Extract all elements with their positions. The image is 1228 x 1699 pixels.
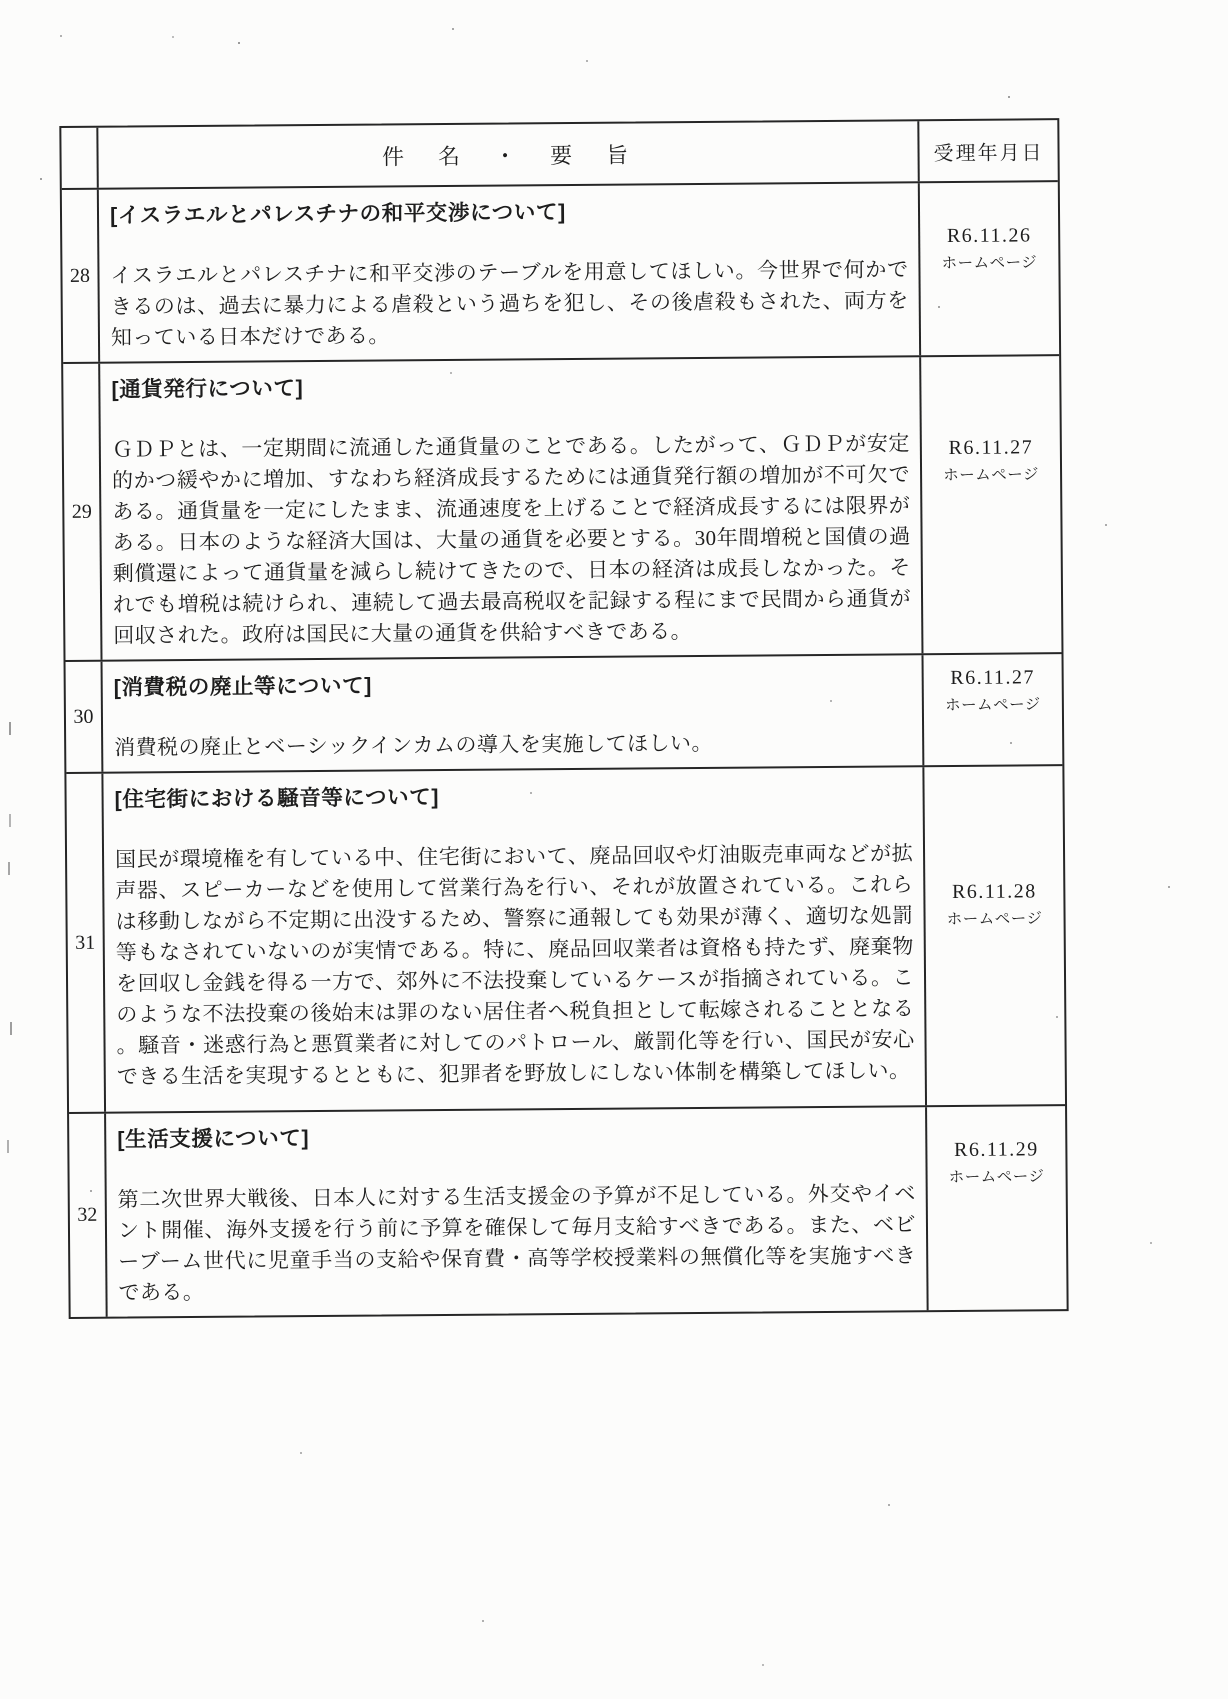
row-method: ホームページ <box>944 696 1041 715</box>
header-date-label: 受理年月日 <box>933 141 1044 165</box>
row-date: R6.11.27 <box>950 666 1036 690</box>
scan-edge-artifacts <box>9 722 11 735</box>
row-date: R6.11.29 <box>953 1138 1039 1162</box>
row-title: [通貨発行について] <box>111 376 304 402</box>
table-row <box>63 354 1061 660</box>
row-body: イスラエルとパレスチナに和平交渉のテーブルを用意してほしい。今世界で何かできるのは、過去に暴力による虐殺という過ちを犯し、その後虐殺もされた、両方を知っている日本だけである。 <box>110 257 909 350</box>
petition-table <box>59 118 1068 1319</box>
table-row <box>69 1104 1067 1317</box>
row-method: ホームページ <box>943 466 1039 485</box>
row-date-cell <box>918 182 1059 355</box>
row-body: 第二次世界大戦後、日本人に対する生活支援金の予算が不足している。外交やイベント開催、海外支援を行う前に予算を確保して毎月支給すべきである。また、ベビーブーム世代に児童手当の支給や保育費・高等学校授業料の無償化等を実施すべきである。 <box>117 1181 917 1305</box>
row-date-cell <box>925 1106 1067 1310</box>
header-subject-label: 件 名 ・ 要 旨 <box>381 142 635 169</box>
row-number: 32 <box>69 1114 108 1317</box>
row-number: 31 <box>66 774 106 1112</box>
row-date: R6.11.26 <box>946 224 1032 248</box>
row-title: [イスラエルとパレスチナの和平交渉について] <box>109 200 566 228</box>
row-title: [生活支援について] <box>117 1126 310 1152</box>
row-subject-cell <box>103 767 925 1111</box>
table-header-row <box>61 120 1057 188</box>
header-number-cell <box>61 128 98 188</box>
row-title: [住宅街における騒音等について] <box>114 785 440 812</box>
table-row <box>66 764 1065 1112</box>
row-date: R6.11.28 <box>951 880 1037 904</box>
table-row <box>62 180 1059 362</box>
row-subject-cell <box>106 1107 927 1316</box>
row-subject-cell <box>100 357 921 659</box>
row-date-cell <box>921 654 1062 765</box>
scan-noise-speckles <box>0 0 2 2</box>
row-method: ホームページ <box>946 910 1043 929</box>
row-date-cell <box>919 356 1061 653</box>
row-date: R6.11.27 <box>948 436 1034 460</box>
row-body: 国民が環境権を有している中、住宅街において、廃品回収や灯油販売車両などが拡声器、スピーカーなどを使用して営業行為を行い、それが放置されている。これらは移動しながら不定期に出没するため、警察に通報しても効果が薄く、適切な処罰等もなされていないのが実情である。特に、廃品回収業者は資格も持たず、廃棄物を回収し金銭を得る一方で、郊外に不法投棄しているケースが指摘されている。このような不法投棄の後始末は罪のない居住者へ税負担として転嫁されることとなる。騒音・迷惑行為と悪質業者に対してのパトロール、厳罰化等を行い、国民が安心できる生活を実現するとともに、犯罪者を野放しにしない体制を構築してほしい。 <box>114 841 915 1089</box>
row-number: 28 <box>62 190 100 362</box>
row-method: ホームページ <box>948 1168 1045 1187</box>
row-body: 消費税の廃止とベーシックインカムの導入を実施してほしい。 <box>114 730 713 760</box>
row-subject-cell <box>103 655 923 771</box>
header-date-cell <box>917 120 1057 181</box>
header-subject-cell <box>98 121 917 187</box>
row-title: [消費税の廃止等について] <box>113 673 373 700</box>
row-number: 30 <box>66 662 104 772</box>
row-method: ホームページ <box>941 254 1038 273</box>
table-row <box>66 652 1063 772</box>
row-body: ＧＤＰとは、一定期間に流通した通貨量のことである。したがって、ＧＤＰが安定的かつ緩やかに増加、すなわち経済成長するためには通貨発行額の増加が不可欠である。通貨量を一定にしたまま、流通速度を上げることで経済成長するには限界がある。日本のような経済大国は、大量の通貨を必要とする。30年間増税と国債の過剰償還によって通貨量を減らし続けてきたので、日本の経済は成長しなかった。それでも増税は続けられ、連続して過去最高税収を記録する程にまで民間から通貨が回収された。政府は国民に大量の通貨を供給すべきである。 <box>111 431 912 648</box>
row-number: 29 <box>63 364 102 660</box>
row-subject-cell <box>99 183 919 361</box>
row-date-cell <box>922 766 1065 1105</box>
